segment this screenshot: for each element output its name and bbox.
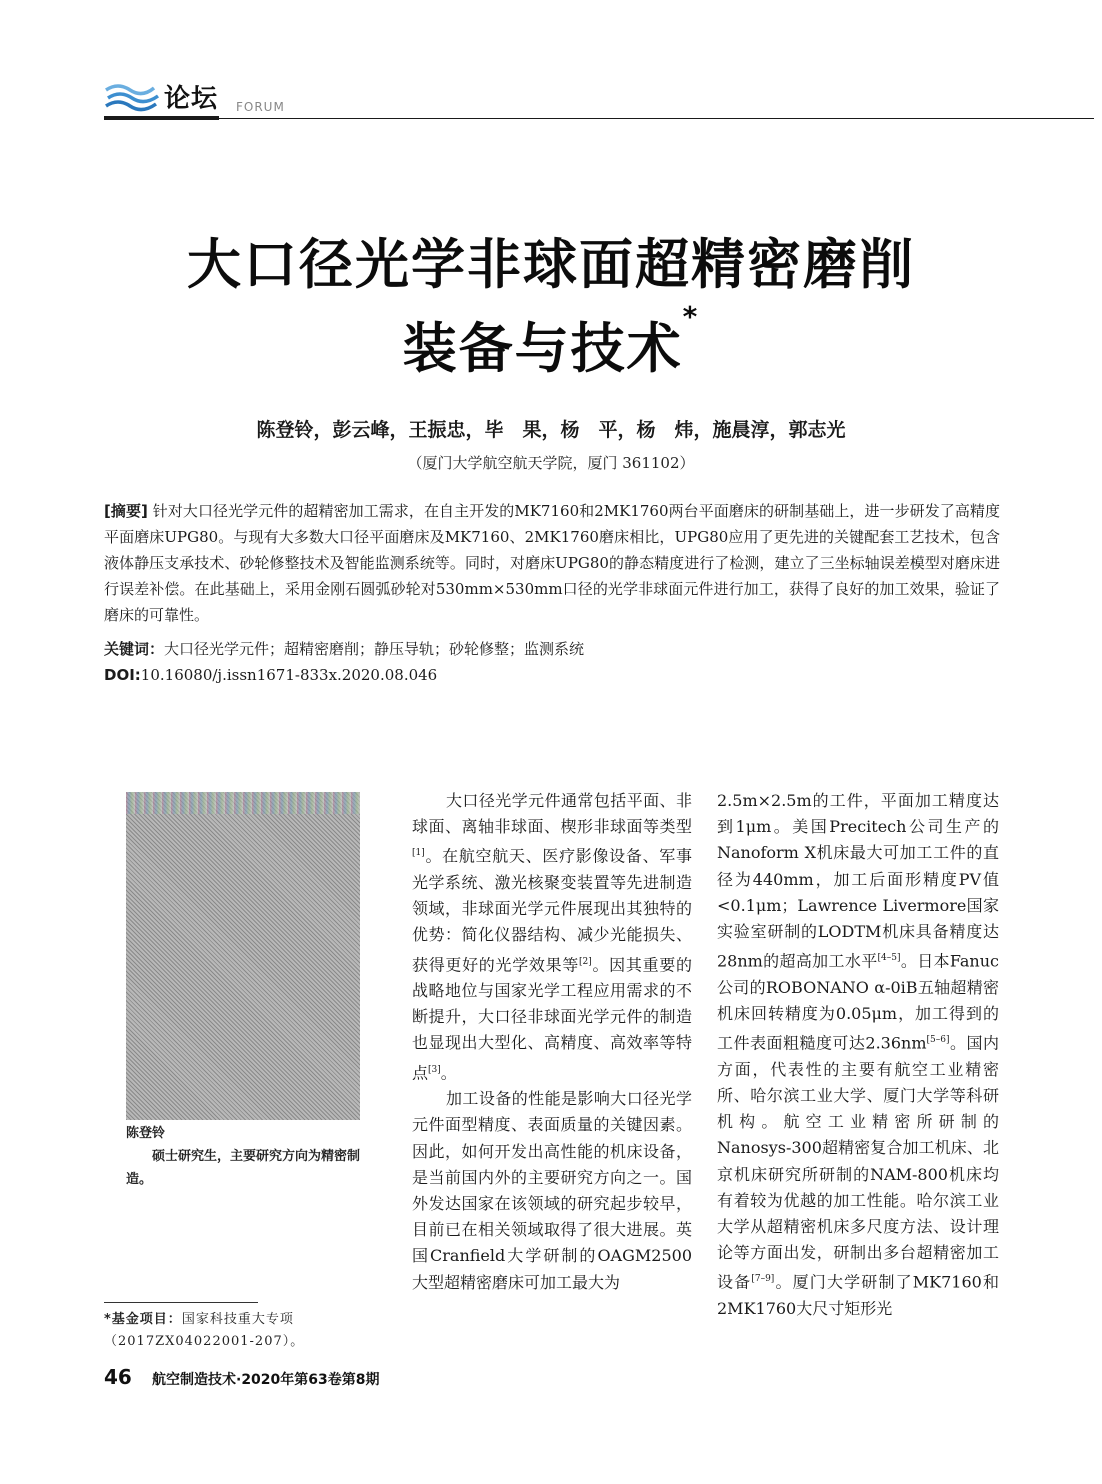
title-line-2: 装备与技术* (402, 300, 700, 380)
abstract-label: [摘要] (104, 502, 148, 520)
page-footer (104, 1365, 704, 1395)
funding-footnote (104, 1309, 386, 1353)
keywords-text: 大口径光学元件；超精密磨削；静压导轨；砂轮修整；监测系统 (164, 640, 585, 658)
abstract-text: 针对大口径光学元件的超精密加工需求，在自主开发的MK7160和2MK1760两台平面磨床的研制基础上，进一步研发了高精度平面磨床UPG80。与现有大多数大口径平面磨床及MK7160、2MK1760磨床相比，UPG80应用了更先进的关键配套工艺技术，包含液体静压支承技术、砂轮修整技术及智能监测系统等。同时，对磨床UPG80的静态精度进行了检测，建立了三坐标轴误差模型对磨床进行误差补偿。在此基础上，采用金刚石圆弧砂轮对530mm×530mm口径的光学非球面元件进行加工，获得了良好的加工效果，验证了磨床的可靠性。 (104, 502, 1000, 624)
doi (104, 663, 1000, 687)
author-bio-name: 陈登铃 (126, 1126, 166, 1141)
affiliation: （厦门大学航空航天学院，厦门 361102） (407, 454, 695, 472)
author-bio (126, 1122, 362, 1191)
citation: [3] (428, 1064, 441, 1075)
doi-label: DOI: (104, 666, 141, 684)
keywords-label: 关键词： (104, 640, 165, 658)
citation: [7–9] (751, 1274, 775, 1285)
title-footnote-mark: * (682, 300, 700, 333)
body-column-2 (717, 788, 999, 1322)
author-bio-desc: 硕士研究生，主要研究方向为精密制造。 (126, 1149, 361, 1187)
citation: [2] (579, 956, 592, 967)
footnote-rule (104, 1302, 258, 1303)
journal-info: 航空制造技术·2020年第63卷第8期 (152, 1372, 380, 1388)
body-column-1 (412, 788, 692, 1296)
header-rule-thin (219, 118, 1094, 119)
header-rule-thick (104, 116, 219, 120)
page-number: 46 (104, 1365, 132, 1389)
abstract (104, 498, 1000, 628)
citation: [4–5] (877, 953, 901, 964)
body-paragraph: 大口径光学元件通常包括平面、非球面、离轴非球面、楔形非球面等类型[1]。在航空航天、医疗影像设备、军事光学系统、激光核聚变装置等先进制造领域，非球面光学元件展现出其独特的优势：简化仪器结构、减少光能损失、获得更好的光学效果等[2]。因其重要的战略地位与国家光学工程应用需求的不断提升，大口径非球面光学元件的制造也显现出大型化、高精度、高效率等特点[3]。 (412, 791, 692, 1083)
title-line-1: 大口径光学非球面超精密磨削 (187, 233, 915, 296)
keywords (104, 637, 1000, 661)
citation: [1] (412, 848, 425, 859)
doi-text: 10.16080/j.issn1671-833x.2020.08.046 (140, 666, 438, 684)
citation: [5–6] (926, 1035, 950, 1046)
footnote-label: *基金项目： (104, 1312, 182, 1327)
author-photo (126, 792, 360, 1120)
body-paragraph: 加工设备的性能是影响大口径光学元件面型精度、表面质量的关键因素。因此，如何开发出高性能的机床设备，是当前国内外的主要研究方向之一。国外发达国家在该领域的研究起步较早，目前已在相关领域取得了很大进展。英国Cranfield大学研制的OAGM2500大型超精密磨床可加工最大为 (412, 1089, 692, 1292)
wave-logo-icon (104, 80, 162, 114)
page-header (104, 72, 1094, 124)
author-list: 陈登铃，彭云峰，王振忠，毕 果，杨 平，杨 炜，施晨淳，郭志光 (256, 419, 846, 441)
footnote-text: 国家科技重大专项（2017ZX04022001-207）。 (104, 1312, 305, 1349)
body-paragraph: 2.5m×2.5m的工件，平面加工精度达到1μm。美国Precitech公司生产的Nanoform X机床最大可加工工件的直径为440mm，加工后面形精度PV值<0.1μm；Lawrence Livermore国家实验室研制的LODTM机床具备精度达28nm的超高加工水平[4–5]。日本Fanuc公司的ROBONANO α-0iB五轴超精密机床回转精度为0.05μm，加工得到的工件表面粗糙度可达2.36nm[5–6]。国内方面，代表性的主要有航空工业精密所、哈尔滨工业大学、厦门大学等科研机构。航空工业精密所研制的Nanosys-300超精密复合加工机床、北京机床研究所研制的NAM-800机床均有着较为优越的加工性能。哈尔滨工业大学从超精密机床多尺度方法、设计理论等方面出发，研制出多台超精密加工设备[7–9]。厦门大学研制了MK7160和2MK1760大尺寸矩形光 (717, 791, 999, 1318)
section-label-en: FORUM (236, 100, 285, 114)
section-label: 论坛 (164, 84, 219, 114)
